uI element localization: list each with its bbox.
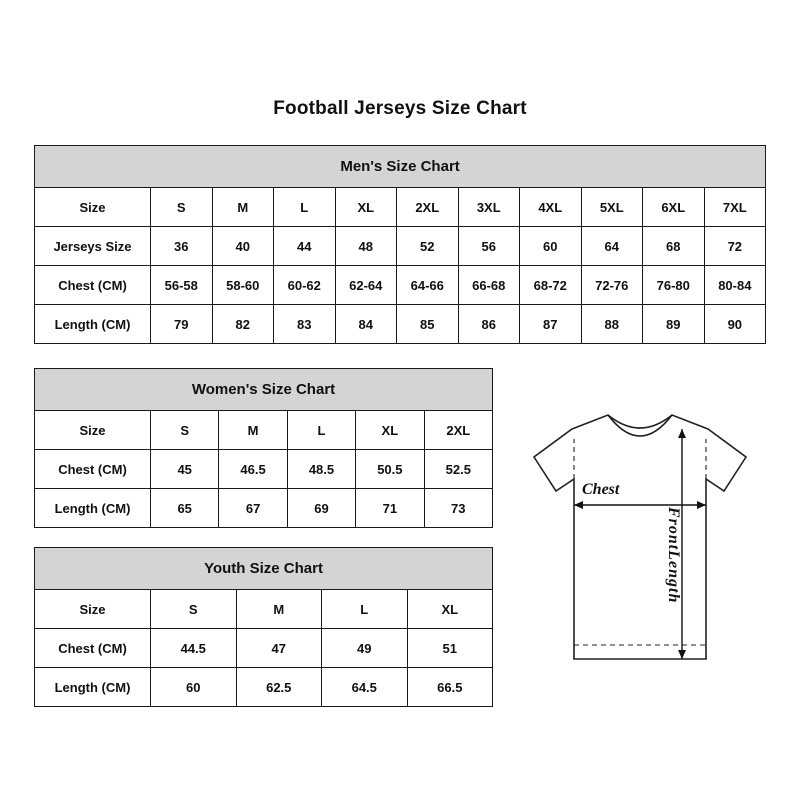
row-label: Jerseys Size — [35, 227, 151, 266]
table-row — [35, 305, 766, 344]
table-row — [35, 668, 493, 707]
table-cell: 6XL — [643, 188, 705, 227]
table-section-header — [35, 146, 766, 188]
table-row — [35, 489, 493, 528]
row-label: Size — [35, 188, 151, 227]
mens-size-chart-section — [34, 145, 766, 344]
row-label: Chest (CM) — [35, 266, 151, 305]
table-row — [35, 590, 493, 629]
table-cell: 60 — [151, 668, 237, 707]
table-cell: 60 — [520, 227, 582, 266]
table-cell: 51 — [407, 629, 493, 668]
chest-arrow-right-icon — [697, 501, 706, 509]
table-cell: 44.5 — [151, 629, 237, 668]
table-cell: L — [274, 188, 336, 227]
table-cell: 64.5 — [322, 668, 408, 707]
mens-size-table — [34, 145, 766, 344]
jersey-measurement-diagram — [500, 395, 780, 695]
table-cell: 83 — [274, 305, 336, 344]
front-length-arrow-top-icon — [678, 429, 686, 438]
table-cell: 66.5 — [407, 668, 493, 707]
table-cell: 64-66 — [397, 266, 459, 305]
table-cell: M — [236, 590, 322, 629]
table-cell: 90 — [704, 305, 766, 344]
front-length-arrow-bottom-icon — [678, 650, 686, 659]
table-row — [35, 629, 493, 668]
table-cell: 5XL — [581, 188, 643, 227]
table-cell: 2XL — [397, 188, 459, 227]
table-cell: 68 — [643, 227, 705, 266]
womens-size-table — [34, 368, 493, 528]
table-cell: 48 — [335, 227, 397, 266]
table-cell: 47 — [236, 629, 322, 668]
table-row — [35, 450, 493, 489]
table-cell: 64 — [581, 227, 643, 266]
table-cell: M — [219, 411, 287, 450]
table-cell: S — [151, 411, 219, 450]
table-cell: 76-80 — [643, 266, 705, 305]
table-cell: XL — [335, 188, 397, 227]
table-row — [35, 411, 493, 450]
table-cell: 7XL — [704, 188, 766, 227]
sleeve-seam-left — [556, 479, 574, 491]
table-cell: 67 — [219, 489, 287, 528]
table-cell: 72 — [704, 227, 766, 266]
table-row — [35, 227, 766, 266]
row-label: Size — [35, 590, 151, 629]
table-cell: 52 — [397, 227, 459, 266]
table-cell: 69 — [287, 489, 355, 528]
table-cell: 56-58 — [151, 266, 213, 305]
table-section-header — [35, 548, 493, 590]
row-label: Length (CM) — [35, 489, 151, 528]
table-cell: 80-84 — [704, 266, 766, 305]
table-cell: 84 — [335, 305, 397, 344]
table-cell: 73 — [424, 489, 492, 528]
table-cell: S — [151, 188, 213, 227]
table-cell: 46.5 — [219, 450, 287, 489]
row-label: Size — [35, 411, 151, 450]
table-cell: 52.5 — [424, 450, 492, 489]
table-cell: 45 — [151, 450, 219, 489]
table-cell: 85 — [397, 305, 459, 344]
table-cell: 65 — [151, 489, 219, 528]
table-cell: M — [212, 188, 274, 227]
row-label: Chest (CM) — [35, 450, 151, 489]
row-label: Length (CM) — [35, 668, 151, 707]
table-cell: 79 — [151, 305, 213, 344]
chest-measure-label: Chest — [582, 481, 620, 498]
shirt-body-outline — [534, 415, 746, 659]
table-cell: 3XL — [458, 188, 520, 227]
womens-section-heading: Women's Size Chart — [35, 369, 493, 411]
mens-section-heading: Men's Size Chart — [35, 146, 766, 188]
table-cell: L — [322, 590, 408, 629]
table-cell: 62.5 — [236, 668, 322, 707]
table-cell: 48.5 — [287, 450, 355, 489]
page-title: Football Jerseys Size Chart — [273, 98, 527, 119]
table-cell: XL — [407, 590, 493, 629]
table-cell: 40 — [212, 227, 274, 266]
table-cell: L — [287, 411, 355, 450]
table-cell: 2XL — [424, 411, 492, 450]
table-cell: 36 — [151, 227, 213, 266]
table-row — [35, 266, 766, 305]
table-cell: 68-72 — [520, 266, 582, 305]
table-cell: 62-64 — [335, 266, 397, 305]
table-cell: 71 — [356, 489, 424, 528]
chest-arrow-left-icon — [574, 501, 583, 509]
table-cell: 49 — [322, 629, 408, 668]
table-cell: 60-62 — [274, 266, 336, 305]
table-cell: S — [151, 590, 237, 629]
table-row — [35, 188, 766, 227]
youth-size-table — [34, 547, 493, 707]
table-section-header — [35, 369, 493, 411]
table-cell: 72-76 — [581, 266, 643, 305]
table-cell: 44 — [274, 227, 336, 266]
youth-section-heading: Youth Size Chart — [35, 548, 493, 590]
table-cell: 58-60 — [212, 266, 274, 305]
table-cell: 87 — [520, 305, 582, 344]
jersey-outline-svg — [500, 395, 780, 695]
table-cell: 4XL — [520, 188, 582, 227]
womens-size-chart-section — [34, 368, 493, 528]
sleeve-seam-right — [706, 479, 724, 491]
front-length-measure-label: FrontLength — [665, 507, 682, 604]
table-cell: XL — [356, 411, 424, 450]
row-label: Chest (CM) — [35, 629, 151, 668]
row-label: Length (CM) — [35, 305, 151, 344]
table-cell: 82 — [212, 305, 274, 344]
table-cell: 88 — [581, 305, 643, 344]
table-cell: 66-68 — [458, 266, 520, 305]
table-cell: 56 — [458, 227, 520, 266]
table-cell: 89 — [643, 305, 705, 344]
youth-size-chart-section — [34, 547, 493, 707]
table-cell: 50.5 — [356, 450, 424, 489]
table-cell: 86 — [458, 305, 520, 344]
